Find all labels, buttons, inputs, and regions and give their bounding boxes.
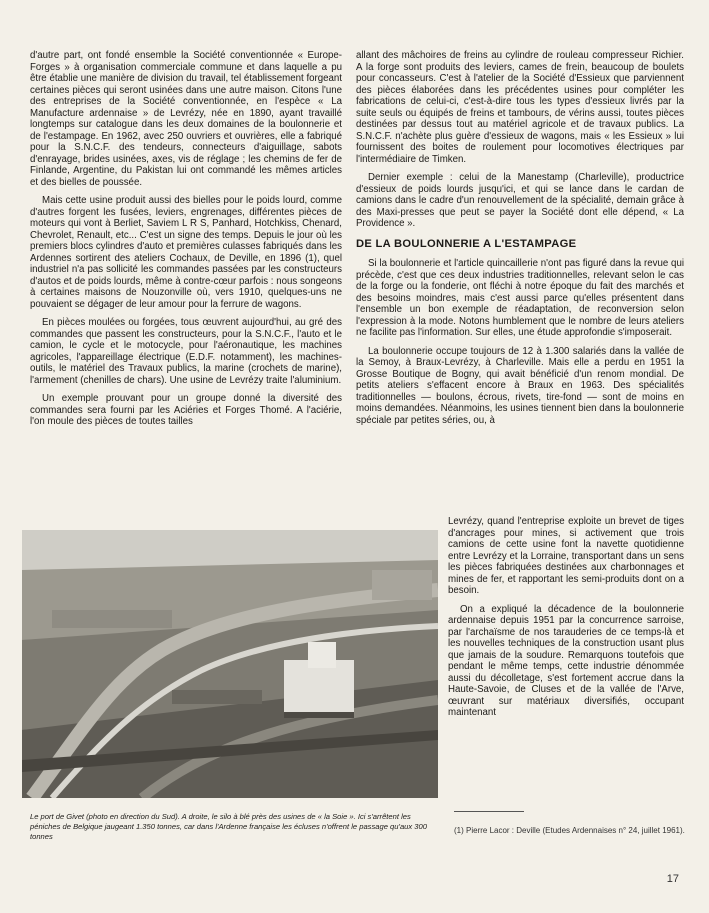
paragraph: Mais cette usine produit aussi des bielles pour le poids lourd, comme d'autres forgent les fusées, leviers, engrenages, différentes pièces de moteurs qui vont à Berliet, Saviem L R S, Panhard, Hotchkiss, Chenard, Chevrolet, Renault, etc... C'est un signe des temps. Depuis le jour où les premiers blocs cylindres d'auto et premières culasses fabriqués dans les Ardennes sortirent des ateliers Cochaux, de Deville, en 1896 (1), quel industriel n'a pas sollicité les commandes passées par les constructeurs d'autos et de poids lourds, même à contre-cœur parfois : nous songeons à certaines maisons de Nouzonville où, vers 1910, quelques-uns ne pouvaient se dégager de leur amour pour la ferrure de wagons. (30, 195, 342, 310)
paragraph: Un exemple prouvant pour un groupe donné la diversité des commandes sera fourni par les Aciéries et Forges Thomé. A l'aciérie, l'on moule des pièces de toutes tailles (30, 393, 342, 427)
page-number: 17 (666, 873, 679, 885)
paragraph: Levrézy, quand l'entreprise exploite un brevet de tiges d'ancrages pour mines, si activement que trois camions de cette usine font la navette quotidienne entre Levrézy et la Lorraine, transportant dans un sens les pièces fabriquées destinées aux charbonnages et mines de fer, et rapportant les semi-produits dont on a besoin. (448, 516, 684, 596)
paragraph: Si la boulonnerie et l'article quincaillerie n'ont pas figuré dans la revue qui précède, c'est que ces deux industries traditionnelles, relevant selon le cas de la forge ou la fonderie, ont fléchi à notre époque du fait des marchés et des besoins moindres, mais c'est aussi parce qu'elles présentent dans l'ensemble un bon exemple de réadaptation, de reconversion selon l'expression à la mode. Notons humblement que le nombre de leurs ateliers ne facilite pas l'information. Sur elles, une étude approfondie s'imposerait. (356, 258, 684, 338)
photo-caption: Le port de Givet (photo en direction du Sud). A droite, le silo à blé près des usines de « la Soie ». Ici s'arrêtent les péniches de Belgique jaugeant 1.350 tonnes, car dans l'Ardenne française les écluses n'offrent le passage qu'aux 300 tonnes (30, 812, 427, 841)
paragraph: En pièces moulées ou forgées, tous œuvrent aujourd'hui, au gré des commandes que passent les constructeurs, pour la S.N.C.F., l'auto et le camion, le cycle et le motocycle, pour l'aéronautique, les machines agricoles, l'appareillage électrique (E.D.F. notamment), les machines-outils, le matériel des Travaux publics, la marine (crochets de marine), l'armement (chenilles de chars). Une usine de Levrézy traite l'aluminium. (30, 317, 342, 386)
paragraph: La boulonnerie occupe toujours de 12 à 1.300 salariés dans la vallée de la Semoy, à Braux-Levrézy, à Charleville. Mais elle a perdu en 1951 la Grosse Boutique de Bogny, qui avait bénéficié d'un renom mondial. De petits ateliers s'effacent encore à Braux en 1963. Des spécialités traditionnelles — boulons, écrous, rivets, tire-fond — sont de moins en moins demandées. Néanmoins, les usines tiennent bien dans la boulonnerie spéciale par petites séries, ou, à (356, 345, 684, 426)
paragraph: allant des mâchoires de freins au cylindre de rouleau compresseur Richier. A la forge sont produits des leviers, cames de frein, beaucoup de boulets pour concasseurs. C'est à l'atelier de la Société d'Essieux que parviennent des pièces élaborées dans les précédentes usines pour compléter les fabrications de celui-ci, c'est-à-dire tous les types d'essieux livrés par la suite seuls ou équipés de freins et tambours, de vérins aussi, toutes pièces destinées par dessus tout au matériel agricole et de travaux publics. La S.N.C.F. n'achète plus guère d'essieux de wagons, mais « les Essieux » lui fournissent des boites de roulement pour locomotives électriques par l'intermédiaire de Timken. (356, 50, 684, 165)
left-text-column (30, 50, 342, 435)
section-heading: DE LA BOULONNERIE A L'ESTAMPAGE (356, 237, 577, 250)
paragraph: Dernier exemple : celui de la Manestamp (Charleville), productrice d'essieux de poids lourds jusqu'ici, et qui se lance dans le cardan de camions dans le cadre d'un renouvellement de la spécialité, demain grâce à des Maxi-presses que peut se payer la Société dont elle dépend, « La Providence ». (356, 172, 684, 229)
footnote-divider (454, 811, 524, 812)
lower-right-text-column (448, 516, 684, 726)
aerial-photo-illustration (22, 530, 438, 798)
paragraph: d'autre part, ont fondé ensemble la Société conventionnée « Europe-Forges » à organisation commerciale commune et dans laquelle a pu être établie une manière de division du travail, tel établissement forgeant certaines pièces qui seront usinées dans une autre maison. Citons l'une des entreprises de la Société conventionnée, en l'espèce « La Manufacture ardennaise » de Levrézy, née en 1890, ayant travaillé longtemps sur catalogue dans les deux domaines de la boulonnerie et de l'estampage. En 1962, avec 250 ouvriers et ouvrières, elle a fabriqué pour la S.N.C.F. des tendeurs, connecteurs d'aiguillage, sabots d'enrayage, brides usinées, axes, vis de réglage ; les chemins de fer de Finlande, Argentine, du Pakistan lui ont commandé les mêmes articles et des bielles de poussée. (30, 50, 342, 188)
right-text-column (356, 50, 684, 433)
photo-port-de-givet (22, 530, 438, 798)
footnote: (1) Pierre Lacor : Deville (Etudes Ardennaises n° 24, juillet 1961). (454, 826, 685, 835)
paragraph: On a expliqué la décadence de la boulonnerie ardennaise depuis 1951 par la concurrence sarroise, par l'archaïsme de nos tarauderies de ce temps-là et les nouvelles techniques de la construction usant plus que jamais de la soudure. Remarquons toutefois que pendant le même temps, cette industrie dénommée aussi du décolletage, s'est fortement accrue dans la Haute-Savoie, de Cluses et de la vallée de l'Arve, œuvrant sur matériaux diversifiés, occupant maintenant (448, 603, 684, 718)
